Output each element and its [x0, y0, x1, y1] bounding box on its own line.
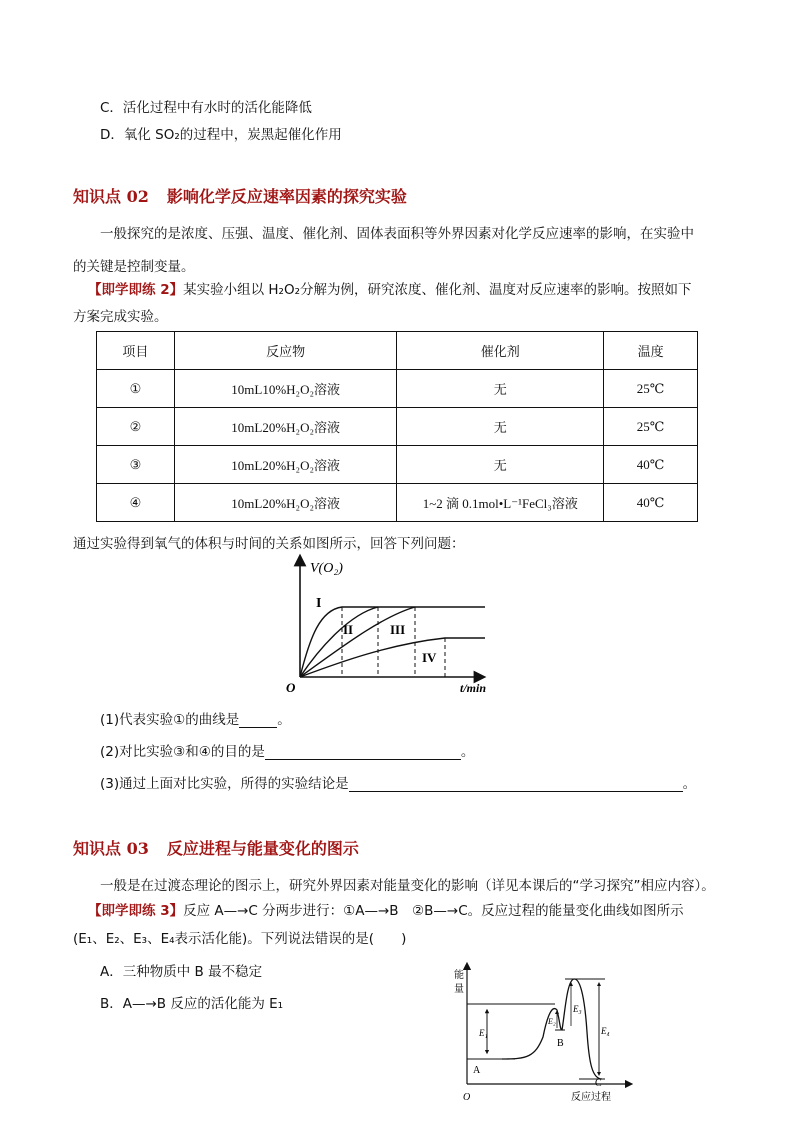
section-title: 反应进程与能量变化的图示: [166, 839, 359, 858]
section-title: 影响化学反应速率因素的探究实验: [166, 187, 407, 206]
curve-label-2: II: [343, 622, 354, 637]
answer-blank[interactable]: [349, 777, 683, 792]
table-cell: ③: [97, 446, 175, 484]
e3-label: E₃: [573, 1004, 582, 1014]
practice-tag: 【即学即练 2】: [88, 282, 184, 298]
e2-label: E₂: [548, 1017, 556, 1026]
energy-diagram: [447, 962, 637, 1107]
question-3: [100, 772, 696, 792]
table-cell: 25℃: [604, 370, 698, 408]
practice-tag: 【即学即练 3】: [88, 903, 184, 919]
table-row: [97, 484, 698, 522]
practice-line-2: 方案完成实验。: [73, 309, 168, 325]
option-d: D．氧化 SO₂的过程中，炭黑起催化作用: [100, 127, 342, 143]
header-cell: 温度: [604, 332, 698, 370]
table-cell: 40℃: [604, 484, 698, 522]
option-c: C．活化过程中有水时的活化能降低: [100, 100, 312, 116]
option-a: A．三种物质中 B 最不稳定: [100, 964, 263, 980]
table-cell: 10mL20%H₂O₂溶液: [174, 446, 397, 484]
table-cell: ②: [97, 408, 175, 446]
e4-label: E₄: [601, 1026, 610, 1036]
practice-line: [88, 899, 684, 919]
e1-label: E₁: [479, 1028, 488, 1038]
x-axis-label: t/min: [460, 681, 487, 695]
question-text: (1)代表实验①的曲线是: [100, 712, 240, 728]
curve-3: [300, 607, 415, 677]
answer-blank[interactable]: [239, 713, 277, 728]
y-axis-label: V(O₂): [310, 561, 343, 576]
section-heading-02: [73, 184, 407, 207]
question-end: 。: [682, 776, 697, 792]
table-cell: 10mL20%H₂O₂溶液: [174, 408, 397, 446]
curve-label-4: IV: [422, 650, 437, 665]
question-text: (2)对比实验③和④的目的是: [100, 744, 265, 760]
x-axis-label: 反应过程: [571, 1092, 611, 1103]
graph-intro: 通过实验得到氧气的体积与时间的关系如图所示，回答下列问题：: [73, 536, 465, 552]
table-cell: 无: [397, 446, 604, 484]
question-1: [100, 708, 291, 728]
table-cell: ④: [97, 484, 175, 522]
curve-label-3: III: [390, 622, 406, 637]
practice-line-2: (E₁、E₂、E₃、E₄表示活化能)。下列说法错误的是( ): [73, 931, 407, 947]
table-row: [97, 446, 698, 484]
section-number: 知识点 02: [73, 187, 149, 206]
practice-line: [88, 278, 692, 298]
table-cell: 40℃: [604, 446, 698, 484]
point-b-label: B: [557, 1038, 564, 1049]
origin-label: O: [286, 680, 296, 695]
header-cell: 项目: [97, 332, 175, 370]
paragraph-line: 一般是在过渡态理论的图示上，研究外界因素对能量变化的影响（详见本课后的“学习探究”相应内容）。: [100, 878, 715, 894]
paragraph-line: 一般探究的是浓度、压强、温度、催化剂、固体表面积等外界因素对化学反应速率的影响，在实验中: [100, 226, 694, 242]
energy-curve: [502, 979, 602, 1079]
header-cell: 反应物: [174, 332, 397, 370]
table-cell: 10mL10%H₂O₂溶液: [174, 370, 397, 408]
curve-2: [300, 607, 378, 677]
origin-label: O: [463, 1092, 471, 1103]
table-cell: 无: [397, 370, 604, 408]
experiment-table: [96, 331, 698, 522]
question-end: 。: [460, 744, 475, 760]
section-heading-03: [73, 836, 359, 859]
table-cell: 10mL20%H₂O₂溶液: [174, 484, 397, 522]
point-a-label: A: [473, 1065, 481, 1076]
y-axis-label: 量: [454, 984, 464, 995]
table-row: [97, 370, 698, 408]
table-cell: 1~2 滴 0.1mol•L⁻¹FeCl₃溶液: [397, 484, 604, 522]
point-c-label: C: [595, 1078, 602, 1089]
practice-text: 反应 A—→C 分两步进行：①A—→B ②B—→C。反应过程的能量变化曲线如图所示: [183, 903, 684, 919]
table-cell: 无: [397, 408, 604, 446]
curve-label-1: I: [316, 596, 322, 611]
question-end: 。: [277, 712, 291, 728]
y-axis-label: 能: [454, 970, 464, 981]
table-cell: 25℃: [604, 408, 698, 446]
table-header-row: [97, 332, 698, 370]
table-row: [97, 408, 698, 446]
answer-blank[interactable]: [265, 745, 461, 760]
table-cell: ①: [97, 370, 175, 408]
option-b: B．A—→B 反应的活化能为 E₁: [100, 996, 284, 1012]
question-text: (3)通过上面对比实验，所得的实验结论是: [100, 776, 349, 792]
question-2: [100, 740, 474, 760]
practice-text: 某实验小组以 H₂O₂分解为例，研究浓度、催化剂、温度对反应速率的影响。按照如下: [183, 282, 692, 298]
paragraph-line: 的关键是控制变量。: [73, 259, 195, 275]
section-number: 知识点 03: [73, 839, 149, 858]
oxygen-volume-graph: [280, 552, 510, 697]
header-cell: 催化剂: [397, 332, 604, 370]
